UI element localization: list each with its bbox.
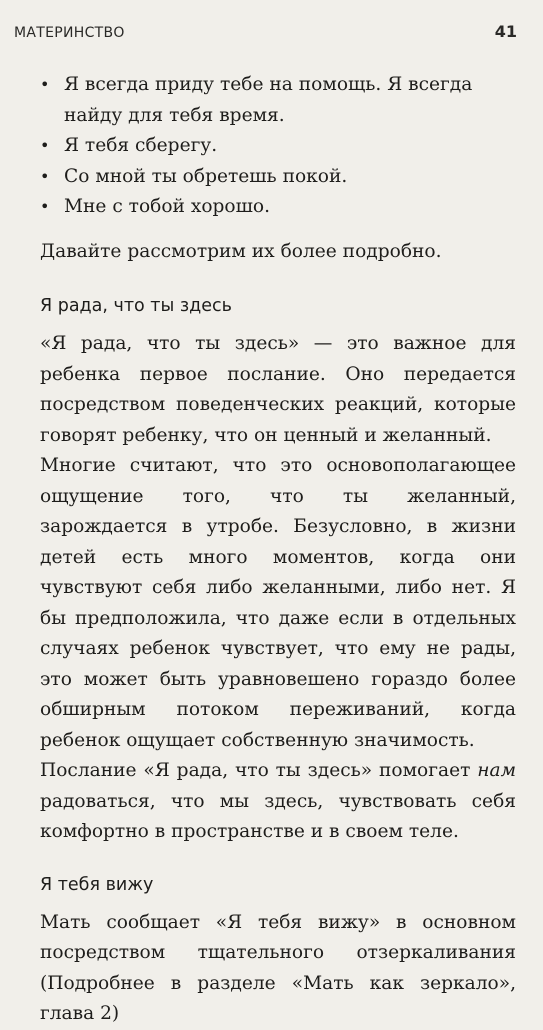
page-body xyxy=(40,70,516,1030)
paragraph xyxy=(40,756,516,848)
intro-paragraph: Давайте рассмотрим их более подробно. xyxy=(40,240,442,262)
list-item-text: Я тебя сберегу. xyxy=(64,135,218,156)
paragraph: «Я рада, что ты здесь» — это важное для ребенка первое послание. Оно передается посредством поведенческих реакций, которые говорят ребенку, что он ценный и желанный. xyxy=(40,333,516,446)
bullet-icon: • xyxy=(40,75,50,94)
section-heading: Я рада, что ты здесь xyxy=(40,296,232,316)
list-item-text: Я всегда приду тебе на помощь. Я всегда найду для тебя время. xyxy=(64,74,473,126)
list-item xyxy=(40,131,516,162)
emphasis-text: нам xyxy=(477,760,516,781)
list-item-text: Мне с тобой хорошо. xyxy=(64,196,271,217)
list-item xyxy=(40,70,516,131)
page-header xyxy=(14,22,517,41)
list-item xyxy=(40,162,516,193)
section-heading: Я тебя вижу xyxy=(40,874,154,895)
paragraph: Многие считают, что это основополагающее ощущение того, что ты желанный, зарождается в утробе. Безусловно, в жизни детей есть много моментов, когда они чувствуют себя либо желанными, либо нет. Я бы предположила, что даже если в отдельных случаях ребенок чувствует, что ему не рады, это может быть уравновешено гораздо более обширным потоком переживаний, когда ребенок ощущает собственную значимость. xyxy=(40,455,516,751)
paragraph-text: Послание «Я рада, что ты здесь» помогает xyxy=(40,760,478,781)
running-head: МАТЕРИНСТВО xyxy=(14,25,125,41)
bullet-icon: • xyxy=(40,166,50,186)
message-list xyxy=(40,70,516,223)
page-number: 41 xyxy=(494,22,517,41)
bullet-icon: • xyxy=(40,136,50,155)
list-item-text: Со мной ты обретешь покой. xyxy=(64,165,348,187)
paragraph-text: радоваться, что мы здесь, чувствовать себя комфортно в пространстве и в своем теле. xyxy=(40,790,516,842)
bullet-icon: • xyxy=(40,197,50,216)
list-item xyxy=(40,192,516,223)
paragraph: Мать сообщает «Я тебя вижу» в основном посредством тщательного отзеркаливания (Подробнее в разделе «Мать как зеркало», глава 2) xyxy=(40,911,516,1024)
